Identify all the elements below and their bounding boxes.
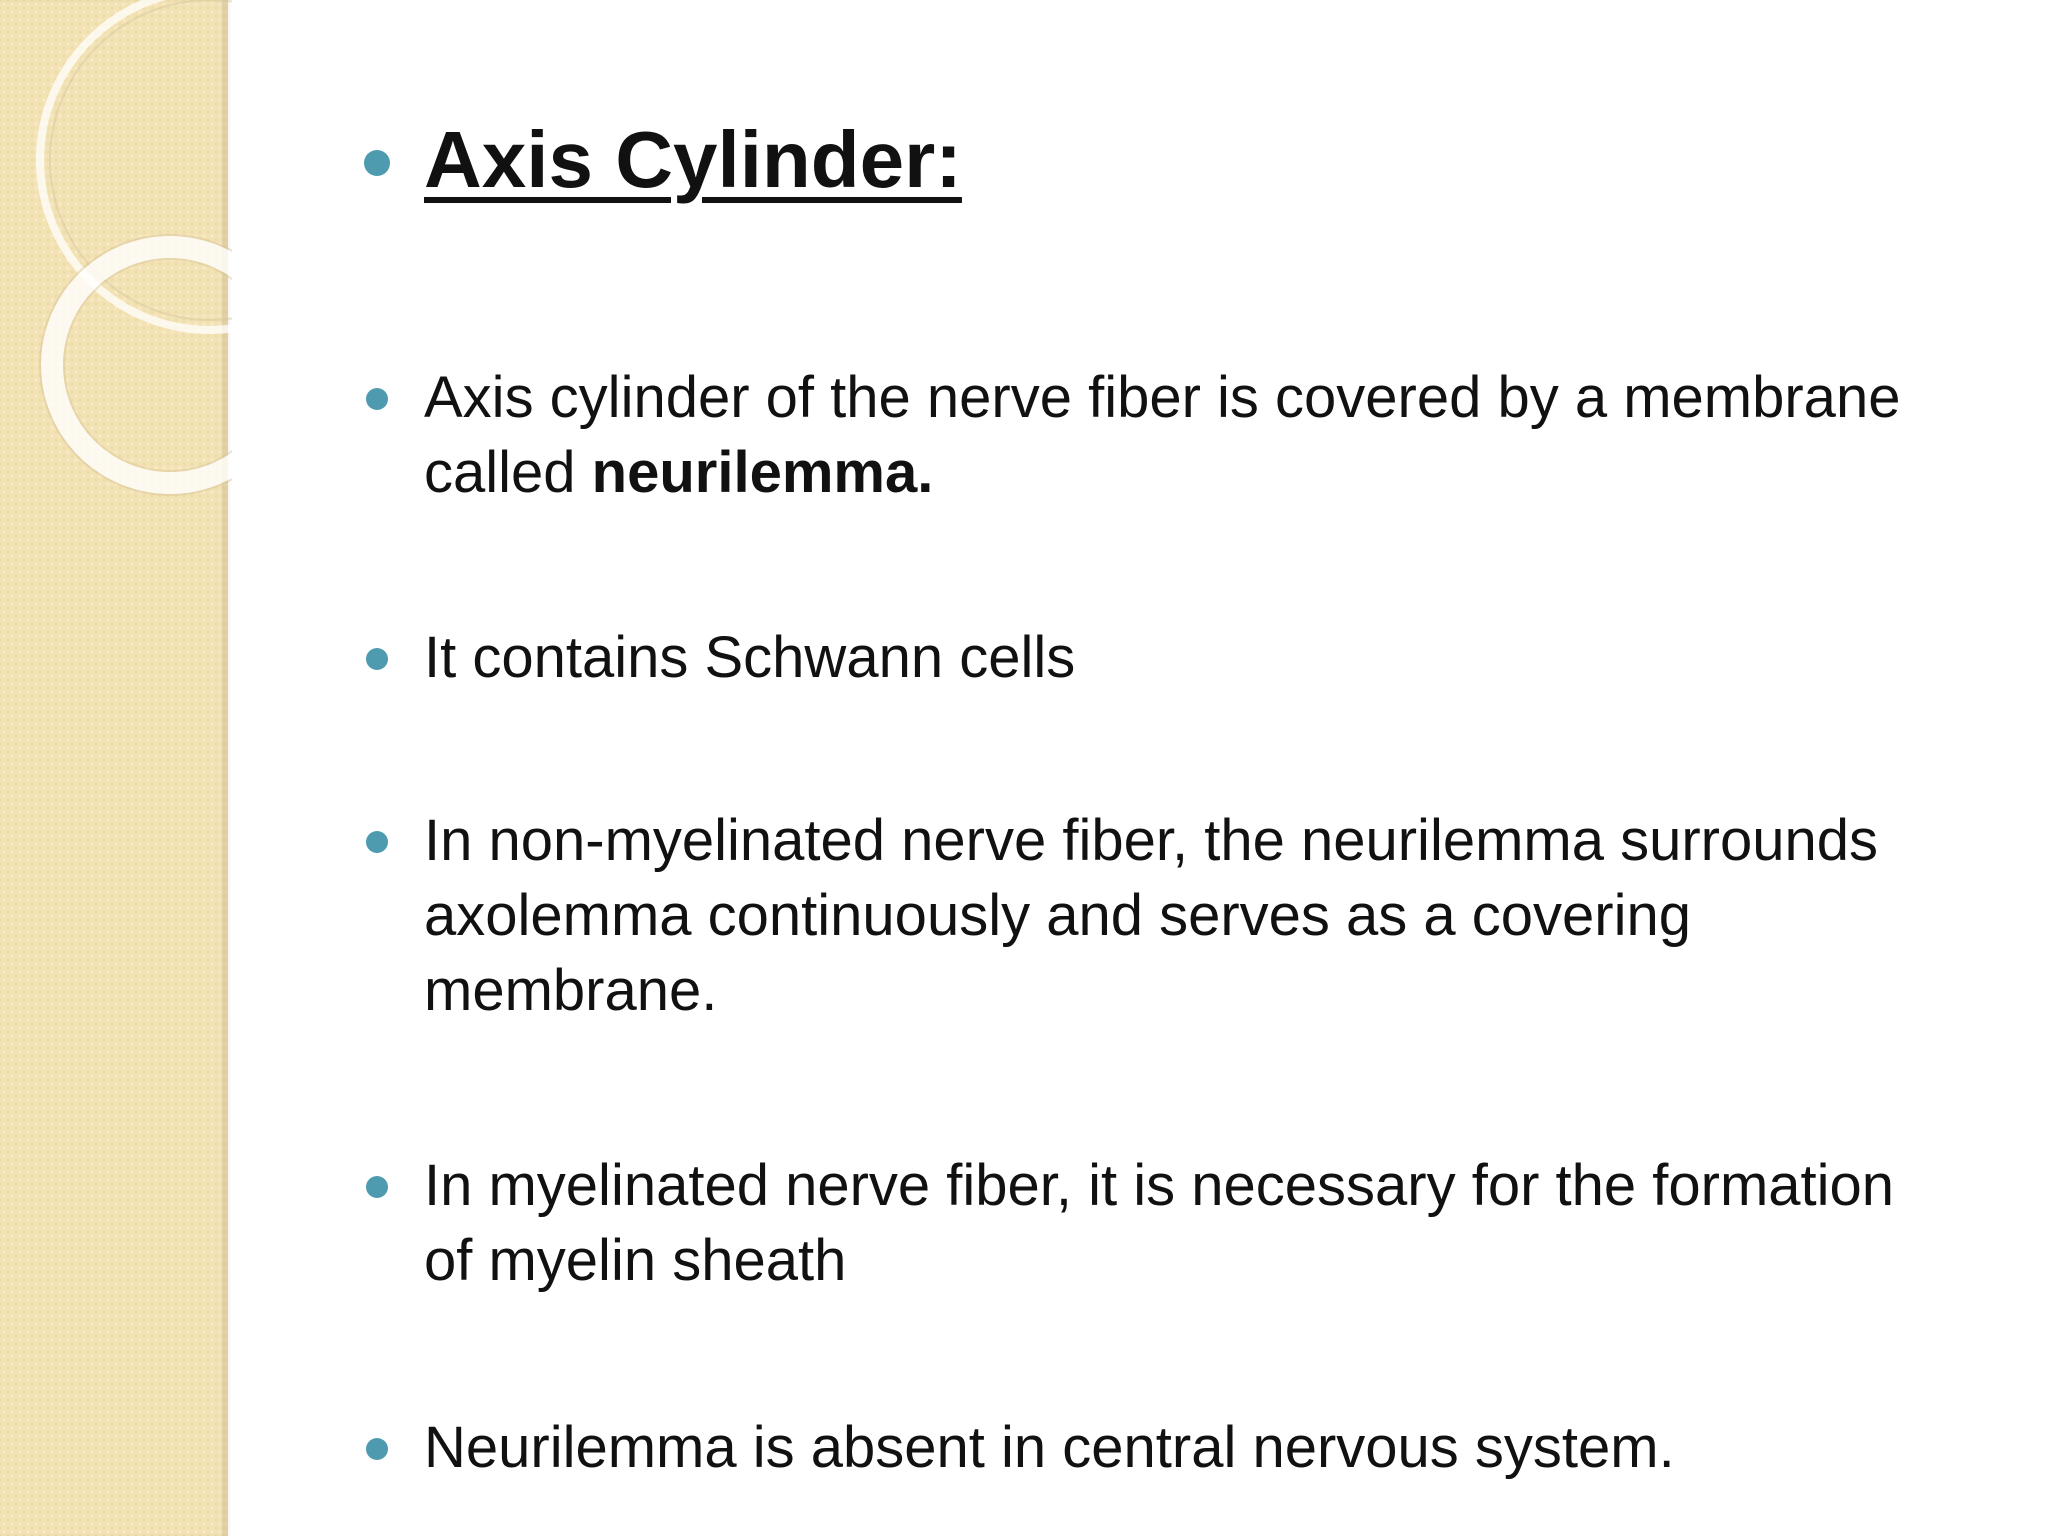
slide-heading: Axis Cylinder: [424,115,962,204]
bullet-icon [366,831,388,853]
bullet-icon [366,1176,388,1198]
bullet-text: Axis cylinder of the nerve fiber is covered by a membrane called [424,365,1901,505]
list-item [360,803,1920,1028]
slide-content [360,110,1920,1536]
bullet-icon [364,150,390,176]
list-item [360,1148,1920,1298]
bullet-list [360,110,1920,1485]
decorative-rings-icon [0,0,232,520]
list-item [360,1410,1920,1485]
bullet-icon [366,388,388,410]
bullet-text: In non-myelinated nerve fiber, the neurilemma surrounds axolemma continuously and serves as a covering membrane. [424,808,1878,1023]
list-item [360,360,1920,510]
bullet-icon [366,1438,388,1460]
heading-item [360,110,1920,210]
bullet-text: In myelinated nerve fiber, it is necessary for the formation of myelin sheath [424,1153,1895,1293]
list-item [360,620,1920,695]
bullet-text: Neurilemma is absent in central nervous system. [424,1415,1675,1480]
bullet-icon [366,648,388,670]
bullet-text: It contains Schwann cells [424,625,1076,690]
bullet-bold-term: neurilemma. [591,440,934,505]
